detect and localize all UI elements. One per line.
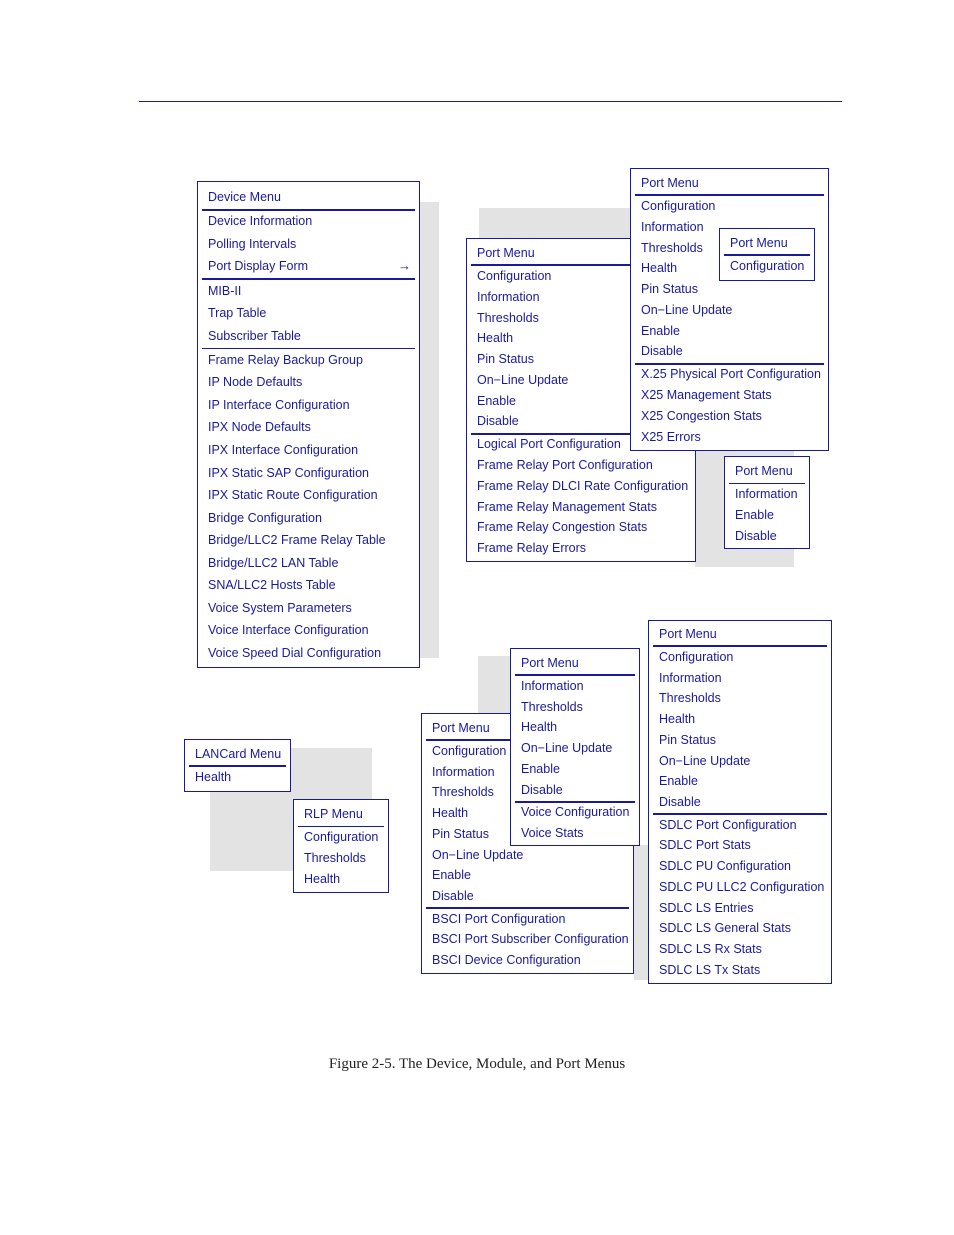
separator (202, 278, 415, 280)
menu-item[interactable]: Thresholds (477, 311, 539, 325)
menu-item[interactable]: X25 Management Stats (641, 388, 772, 402)
menu-item[interactable]: Voice Interface Configuration (208, 623, 369, 637)
header-rule (139, 101, 842, 102)
menu-item[interactable]: Disable (659, 795, 701, 809)
menu-item[interactable]: SDLC PU LLC2 Configuration (659, 880, 825, 894)
menu-item[interactable]: Enable (641, 324, 680, 338)
menu-item[interactable]: Configuration (730, 259, 805, 273)
separator (202, 209, 415, 211)
menu-item[interactable]: X25 Congestion Stats (641, 409, 762, 423)
menu-item[interactable]: Bridge/LLC2 Frame Relay Table (208, 533, 386, 547)
menu-item[interactable]: Information (659, 671, 722, 685)
menu-item[interactable]: Health (521, 720, 558, 734)
separator (202, 348, 415, 349)
menu-item[interactable]: Configuration (304, 830, 379, 844)
voice-port-menu (510, 648, 640, 846)
menu-item[interactable]: On−Line Update (659, 754, 751, 768)
separator (635, 363, 824, 365)
menu-item[interactable]: On−Line Update (432, 848, 524, 862)
menu-item[interactable]: Disable (735, 529, 777, 543)
figure-caption: Figure 2-5. The Device, Module, and Port Menus (328, 1056, 626, 1072)
separator (189, 765, 286, 767)
menu-item[interactable]: BSCI Port Configuration (432, 912, 566, 926)
separator (653, 813, 827, 815)
menu-item[interactable]: Health (659, 712, 696, 726)
menu-item[interactable]: Trap Table (208, 306, 267, 320)
separator (426, 907, 629, 909)
menu-item[interactable]: Health (641, 261, 678, 275)
menu-item[interactable]: Pin Status (659, 733, 716, 747)
menu-item[interactable]: Health (195, 770, 232, 784)
menu-item[interactable]: Pin Status (477, 352, 534, 366)
menu-item[interactable]: SNA/LLC2 Hosts Table (208, 578, 336, 592)
menu-item[interactable]: Health (432, 806, 469, 820)
menu-item[interactable]: Health (477, 331, 514, 345)
menu-item[interactable]: Disable (641, 344, 683, 358)
menu-item[interactable]: IP Interface Configuration (208, 398, 350, 412)
separator (298, 826, 384, 827)
menu-item[interactable]: On−Line Update (521, 741, 613, 755)
menu-item[interactable]: Thresholds (659, 691, 721, 705)
menu-item[interactable]: Enable (521, 762, 560, 776)
menu-item[interactable]: IPX Static SAP Configuration (208, 466, 369, 480)
menu-item[interactable]: Subscriber Table (208, 329, 301, 343)
port-menu-title: Port Menu (641, 176, 699, 190)
separator (653, 645, 827, 647)
menu-item[interactable]: Frame Relay Backup Group (208, 353, 363, 367)
separator (635, 194, 824, 196)
menu-item[interactable]: SDLC LS Rx Stats (659, 942, 762, 956)
menu-item[interactable]: Enable (659, 774, 698, 788)
menu-item[interactable]: Configuration (659, 650, 734, 664)
port-menu-title: Port Menu (730, 236, 788, 250)
small-port-menu-info (724, 456, 810, 549)
lancard-menu (184, 739, 291, 792)
menu-item[interactable]: Frame Relay DLCI Rate Configuration (477, 479, 689, 493)
port-menu-title: Port Menu (521, 656, 579, 670)
menu-item[interactable]: Voice Speed Dial Configuration (208, 646, 382, 660)
menu-item[interactable]: Disable (432, 889, 474, 903)
menu-item[interactable]: Information (735, 487, 798, 501)
bsc-shadow (478, 656, 512, 714)
menu-item[interactable]: Information (521, 679, 584, 693)
sdlc-port-menu (648, 620, 832, 984)
menu-item[interactable]: Bridge Configuration (208, 511, 322, 525)
device-menu-shadow (420, 202, 439, 658)
menu-item[interactable]: On−Line Update (641, 303, 733, 317)
menu-item[interactable]: X.25 Physical Port Configuration (641, 367, 821, 381)
menu-item[interactable]: Frame Relay Port Configuration (477, 458, 653, 472)
device-menu (197, 181, 420, 668)
menu-item[interactable]: SDLC LS General Stats (659, 921, 792, 935)
menu-item[interactable]: Thresholds (304, 851, 366, 865)
menu-item[interactable]: Pin Status (641, 282, 698, 296)
submenu-arrow-icon: → (398, 258, 411, 273)
menu-item[interactable]: Disable (521, 783, 563, 797)
menu-item[interactable]: Information (432, 765, 495, 779)
rlp-menu (293, 799, 389, 893)
menu-item[interactable]: IP Node Defaults (208, 375, 303, 389)
menu-item[interactable]: Bridge/LLC2 LAN Table (208, 556, 339, 570)
menu-item[interactable]: Configuration (477, 269, 552, 283)
menu-item[interactable]: IPX Node Defaults (208, 420, 311, 434)
menu-item[interactable]: Frame Relay Errors (477, 541, 587, 555)
menu-item[interactable]: Configuration (641, 199, 716, 213)
port-menu-title: Port Menu (432, 721, 490, 735)
menu-item[interactable]: SDLC LS Entries (659, 901, 754, 915)
menu-item[interactable]: Disable (477, 414, 519, 428)
menu-item[interactable]: Thresholds (641, 241, 703, 255)
menu-item[interactable]: Voice Stats (521, 826, 584, 840)
menu-item[interactable]: Thresholds (432, 785, 494, 799)
menu-item[interactable]: Voice Configuration (521, 805, 630, 819)
menu-item[interactable]: Port Display Form (208, 259, 309, 273)
menu-item[interactable]: Thresholds (521, 700, 583, 714)
separator (515, 674, 635, 676)
menu-item[interactable]: Information (641, 220, 704, 234)
menu-item[interactable]: Health (304, 872, 341, 886)
x25-port-menu (630, 168, 829, 451)
menu-item[interactable]: Device Information (208, 214, 313, 228)
menu-item[interactable]: X25 Errors (641, 430, 701, 444)
menu-item[interactable]: IPX Static Route Configuration (208, 488, 378, 502)
menu-item[interactable]: On−Line Update (477, 373, 569, 387)
menu-item[interactable]: Enable (432, 868, 471, 882)
menu-item[interactable]: Polling Intervals (208, 237, 297, 251)
menu-item[interactable]: MIB-II (208, 284, 242, 298)
port-menu-shadow-top (479, 208, 630, 240)
separator (515, 801, 635, 803)
port-menu-title: Port Menu (735, 464, 793, 478)
menu-item[interactable]: Configuration (432, 744, 507, 758)
port-menu-title: Port Menu (659, 627, 717, 641)
menu-item[interactable]: SDLC LS Tx Stats (659, 963, 761, 977)
menu-item[interactable]: Enable (735, 508, 774, 522)
rlp-menu-title: RLP Menu (304, 807, 363, 821)
menu-item[interactable]: Logical Port Configuration (477, 437, 621, 451)
port-menu-title: Port Menu (477, 246, 535, 260)
separator (724, 254, 810, 256)
menu-item[interactable]: BSCI Port Subscriber Configuration (432, 932, 629, 946)
device-menu-title: Device Menu (208, 190, 281, 204)
bsc-shadow-right (634, 845, 648, 980)
menu-item[interactable]: SDLC Port Stats (659, 838, 751, 852)
lancard-menu-title: LANCard Menu (195, 747, 282, 761)
menu-item[interactable]: Frame Relay Management Stats (477, 500, 657, 514)
menu-item[interactable]: Information (477, 290, 540, 304)
separator (729, 483, 805, 484)
menu-item[interactable]: Voice System Parameters (208, 601, 352, 615)
menu-item[interactable]: SDLC Port Configuration (659, 818, 797, 832)
menu-item[interactable]: Frame Relay Congestion Stats (477, 520, 648, 534)
menu-item[interactable]: Pin Status (432, 827, 489, 841)
menu-item[interactable]: BSCI Device Configuration (432, 953, 581, 967)
menu-item[interactable]: Enable (477, 394, 516, 408)
menu-item[interactable]: IPX Interface Configuration (208, 443, 359, 457)
small-port-menu-config (719, 228, 815, 281)
menu-item[interactable]: SDLC PU Configuration (659, 859, 792, 873)
